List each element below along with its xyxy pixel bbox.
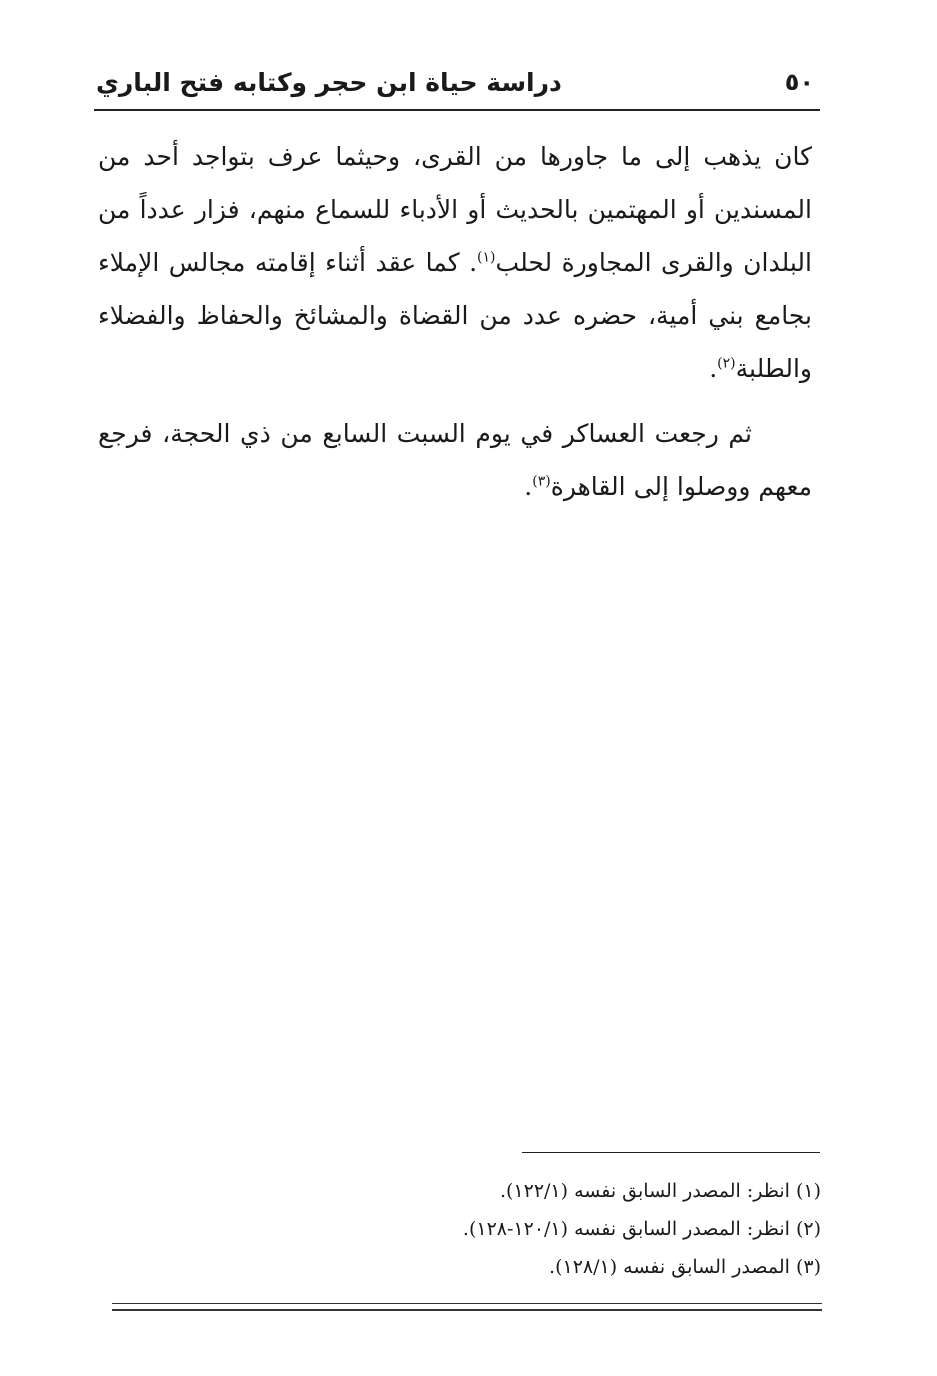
- paragraph-1-text-a: كان يذهب إلى ما جاورها من القرى، وحيثما عرف بتواجد أحد من المسندين أو المهتمين بالحديث أو الأدباء للسماع منهم، فزار عدداً من البلدان والقرى المجاورة لحلب: [98, 142, 812, 277]
- footnote-ref-1: (١): [477, 249, 496, 266]
- paragraph-1-text-b: . كما عقد أثناء إقامته مجالس الإملاء بجامع بني أمية، حضره عدد من القضاة والمشائخ والحفاظ والفضلاء والطلبة: [98, 248, 812, 383]
- footnote-2: (٢) انظر: المصدر السابق نفسه (١٢٠/١-١٢٨).: [462, 1218, 821, 1240]
- footnote-1: (١) انظر: المصدر السابق نفسه (١٢٢/١).: [499, 1180, 821, 1202]
- footnote-ref-3: (٣): [532, 473, 551, 490]
- footnotes: [261, 1172, 821, 1286]
- paragraph-2: [98, 407, 812, 513]
- header-rule: [94, 109, 820, 111]
- paragraph-1-text-c: .: [709, 354, 718, 383]
- footnote-3: (٣) المصدر السابق نفسه (١٢٨/١).: [549, 1256, 821, 1278]
- footnote-separator: [522, 1152, 820, 1153]
- main-text: [98, 130, 812, 513]
- bottom-rule-thin: [112, 1303, 822, 1304]
- page-number: ٥٠: [784, 68, 814, 96]
- paragraph-2-text-b: .: [524, 472, 533, 501]
- paragraph-1: [98, 130, 812, 395]
- paragraph-2-text-a: ثم رجعت العساكر في يوم السبت السابع من ذي الحجة، فرجع معهم ووصلوا إلى القاهرة: [98, 419, 812, 501]
- footnote-ref-2: (٢): [717, 355, 736, 372]
- running-title: دراسة حياة ابن حجر وكتابه فتح الباري: [96, 68, 562, 97]
- bottom-rule-thick: [112, 1309, 822, 1311]
- page-header: [92, 62, 820, 108]
